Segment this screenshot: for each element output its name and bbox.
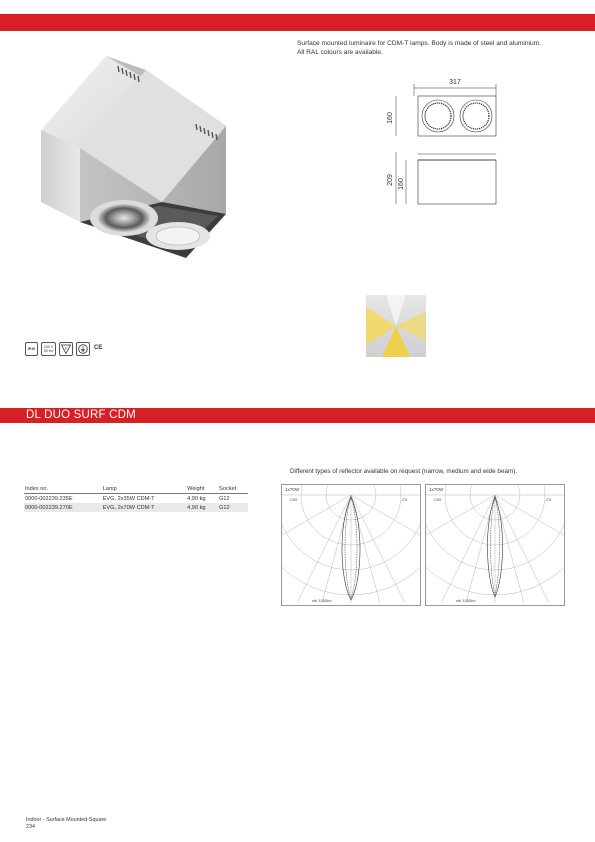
product-title: DL DUO SURF CDM (26, 409, 136, 421)
cell-weight: 4,90 kg (186, 503, 218, 512)
cell-index: 0000-002239.270E (24, 503, 102, 512)
cell-lamp: EVG, 2x35W CDM-T (102, 495, 155, 502)
table-row (24, 503, 248, 512)
col-header-weight: Weight (186, 485, 218, 494)
cell-lamp: EVG, 2x70W CDM-T (102, 503, 186, 512)
product-description: Surface mounted luminaire for CDM-T lamps. Body is made of steel and aluminium. All RAL colours are available. (297, 40, 541, 56)
polar-lamp-label: 1x70W (285, 487, 300, 492)
cell-socket: G12 (219, 495, 230, 502)
table-header-row (24, 485, 248, 494)
footer (26, 817, 106, 831)
dim-width: 317 (449, 79, 461, 86)
spec-table (24, 485, 248, 512)
polar-lamp-label: 1x70W (429, 487, 444, 492)
f-mark-icon (59, 342, 73, 356)
footer-section: Indoor - Surface Mounted-Square (26, 817, 107, 823)
polar-grid (282, 485, 420, 605)
col-header-index: Index no. (24, 485, 102, 494)
polar-plane-a: C90 (434, 497, 442, 502)
polar-unit: cd/ 1000lm (312, 598, 332, 603)
cell-weight: 4,90 kg (187, 495, 206, 502)
table-row (24, 494, 248, 504)
polar-diagram-1 (281, 484, 421, 606)
polar-plane-b: C0 (546, 497, 552, 502)
dim-height-inner: 160 (398, 178, 405, 190)
voltage-icon: 230 V 50 Hz (41, 342, 56, 356)
dim-height: 209 (387, 174, 394, 186)
polar-plane-b: C0 (402, 497, 408, 502)
polar-unit: cd/ 1000lm (456, 598, 476, 603)
col-header-socket: Socket (218, 485, 248, 494)
product-photo (36, 52, 241, 264)
dim-depth: 160 (387, 112, 394, 124)
page-number: 234 (26, 824, 35, 830)
polar-plane-a: C90 (290, 497, 298, 502)
ce-mark-icon: CE (94, 345, 103, 351)
cell-socket: G12 (218, 503, 248, 512)
polar-caption: Different types of reflector available on request (narrow, medium and wide beam). (290, 468, 518, 475)
polar-grid (426, 485, 564, 605)
header-bar (0, 14, 595, 31)
light-beam-image (366, 295, 426, 357)
polar-diagram-2 (425, 484, 565, 606)
dimension-drawing (378, 76, 518, 208)
earth-class-icon (76, 342, 90, 356)
svg-text:F: F (64, 345, 68, 351)
col-header-lamp: Lamp (102, 485, 186, 494)
ip-rating-icon: IP20 (25, 342, 38, 356)
cell-index: 0000-002239.235E (25, 495, 73, 502)
